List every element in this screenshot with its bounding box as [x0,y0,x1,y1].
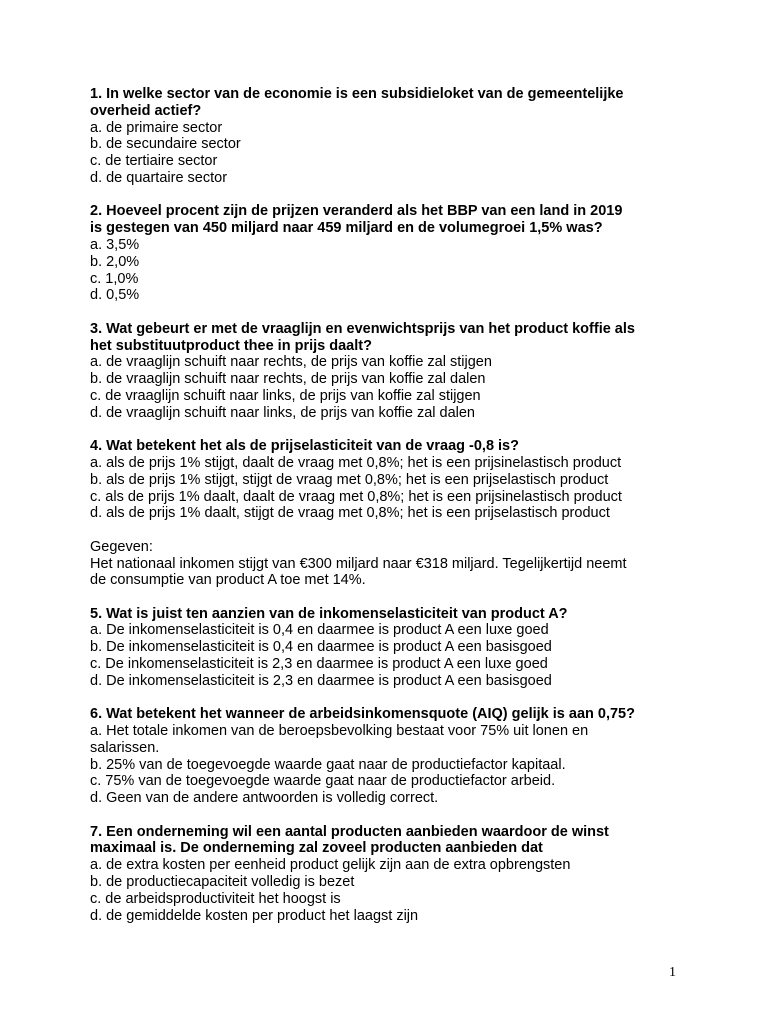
question-3-option-a: a. de vraaglijn schuift naar rechts, de prijs van koffie zal stijgen [90,354,492,371]
question-6-option-c: c. 75% van de toegevoegde waarde gaat naar de productiefactor arbeid. [90,773,556,790]
question-1-option-c: c. de tertiaire sector [90,153,218,170]
question-5-option-c: c. De inkomenselasticiteit is 2,3 en daarmee is product A een luxe goed [90,656,548,673]
question-3-option-c: c. de vraaglijn schuift naar links, de prijs van koffie zal stijgen [90,387,481,404]
question-1-option-d: d. de quartaire sector [90,169,228,186]
question-7-option-a: a. de extra kosten per eenheid product gelijk zijn aan de extra opbrengsten [90,857,571,874]
question-5-text: 5. Wat is juist ten aanzien van de inkomenselasticiteit van product A? [90,605,568,622]
question-2-option-b: b. 2,0% [90,253,140,270]
question-7-text-line-2: maximaal is. De onderneming zal zoveel producten aanbieden dat [90,840,543,857]
given-text-line-2: de consumptie van product A toe met 14%. [90,572,366,589]
question-4-text: 4. Wat betekent het als de prijselasticiteit van de vraag -0,8 is? [90,438,519,455]
question-3-text-line-1: 3. Wat gebeurt er met de vraaglijn en evenwichtsprijs van het product koffie als [90,320,635,337]
question-5-option-b: b. De inkomenselasticiteit is 0,4 en daarmee is product A een basisgoed [90,639,552,656]
question-3-option-b: b. de vraaglijn schuift naar rechts, de prijs van koffie zal dalen [90,371,486,388]
question-7 [90,824,710,925]
given-label: Gegeven: [90,538,153,555]
question-1-option-b: b. de secundaire sector [90,136,241,153]
page-number: 1 [669,965,676,980]
given-info [90,539,710,589]
given-text-line-1: Het nationaal inkomen stijgt van €300 miljard naar €318 miljard. Tegelijkertijd neemt [90,555,627,572]
document-page [90,86,710,941]
question-4-option-b: b. als de prijs 1% stijgt, stijgt de vraag met 0,8%; het is een prijselastisch product [90,471,609,488]
question-2-option-d: d. 0,5% [90,287,140,304]
question-2-text-line-2: is gestegen van 450 miljard naar 459 miljard en de volumegroei 1,5% was? [90,220,603,237]
question-6-option-a-line-2: salarissen. [90,739,160,756]
question-3-text-line-2: het substituutproduct thee in prijs daalt? [90,337,372,354]
question-7-option-b: b. de productiecapaciteit volledig is bezet [90,874,355,891]
question-6-option-b: b. 25% van de toegevoegde waarde gaat naar de productiefactor kapitaal. [90,756,566,773]
question-1-text-line-2: overheid actief? [90,102,202,119]
question-2-text-line-1: 2. Hoeveel procent zijn de prijzen veranderd als het BBP van een land in 2019 [90,203,623,220]
question-4 [90,438,710,522]
question-5-option-a: a. De inkomenselasticiteit is 0,4 en daarmee is product A een luxe goed [90,622,549,639]
question-6-option-d: d. Geen van de andere antwoorden is volledig correct. [90,790,439,807]
question-1 [90,86,710,187]
question-6-option-a-line-1: a. Het totale inkomen van de beroepsbevolking bestaat voor 75% uit lonen en [90,723,589,740]
question-1-option-a: a. de primaire sector [90,119,223,136]
question-4-option-a: a. als de prijs 1% stijgt, daalt de vraag met 0,8%; het is een prijsinelastisch product [90,454,622,471]
question-6-text: 6. Wat betekent het wanneer de arbeidsinkomensquote (AIQ) gelijk is aan 0,75? [90,706,635,723]
question-6 [90,706,710,807]
question-7-option-d: d. de gemiddelde kosten per product het laagst zijn [90,907,419,924]
question-3-option-d: d. de vraaglijn schuift naar links, de prijs van koffie zal dalen [90,404,476,421]
question-3 [90,321,710,422]
question-1-text-line-1: 1. In welke sector van de economie is een subsidieloket van de gemeentelijke [90,86,624,102]
question-4-option-d: d. als de prijs 1% daalt, stijgt de vraag met 0,8%; het is een prijselastisch product [90,505,610,522]
question-7-text-line-1: 7. Een onderneming wil een aantal producten aanbieden waardoor de winst [90,823,609,840]
question-2-option-a: a. 3,5% [90,236,140,253]
question-7-option-c: c. de arbeidsproductiviteit het hoogst is [90,890,341,907]
question-5-option-d: d. De inkomenselasticiteit is 2,3 en daarmee is product A een basisgoed [90,672,552,689]
question-5 [90,606,710,690]
question-2 [90,203,710,304]
question-4-option-c: c. als de prijs 1% daalt, daalt de vraag met 0,8%; het is een prijsinelastisch product [90,488,622,505]
question-2-option-c: c. 1,0% [90,270,139,287]
